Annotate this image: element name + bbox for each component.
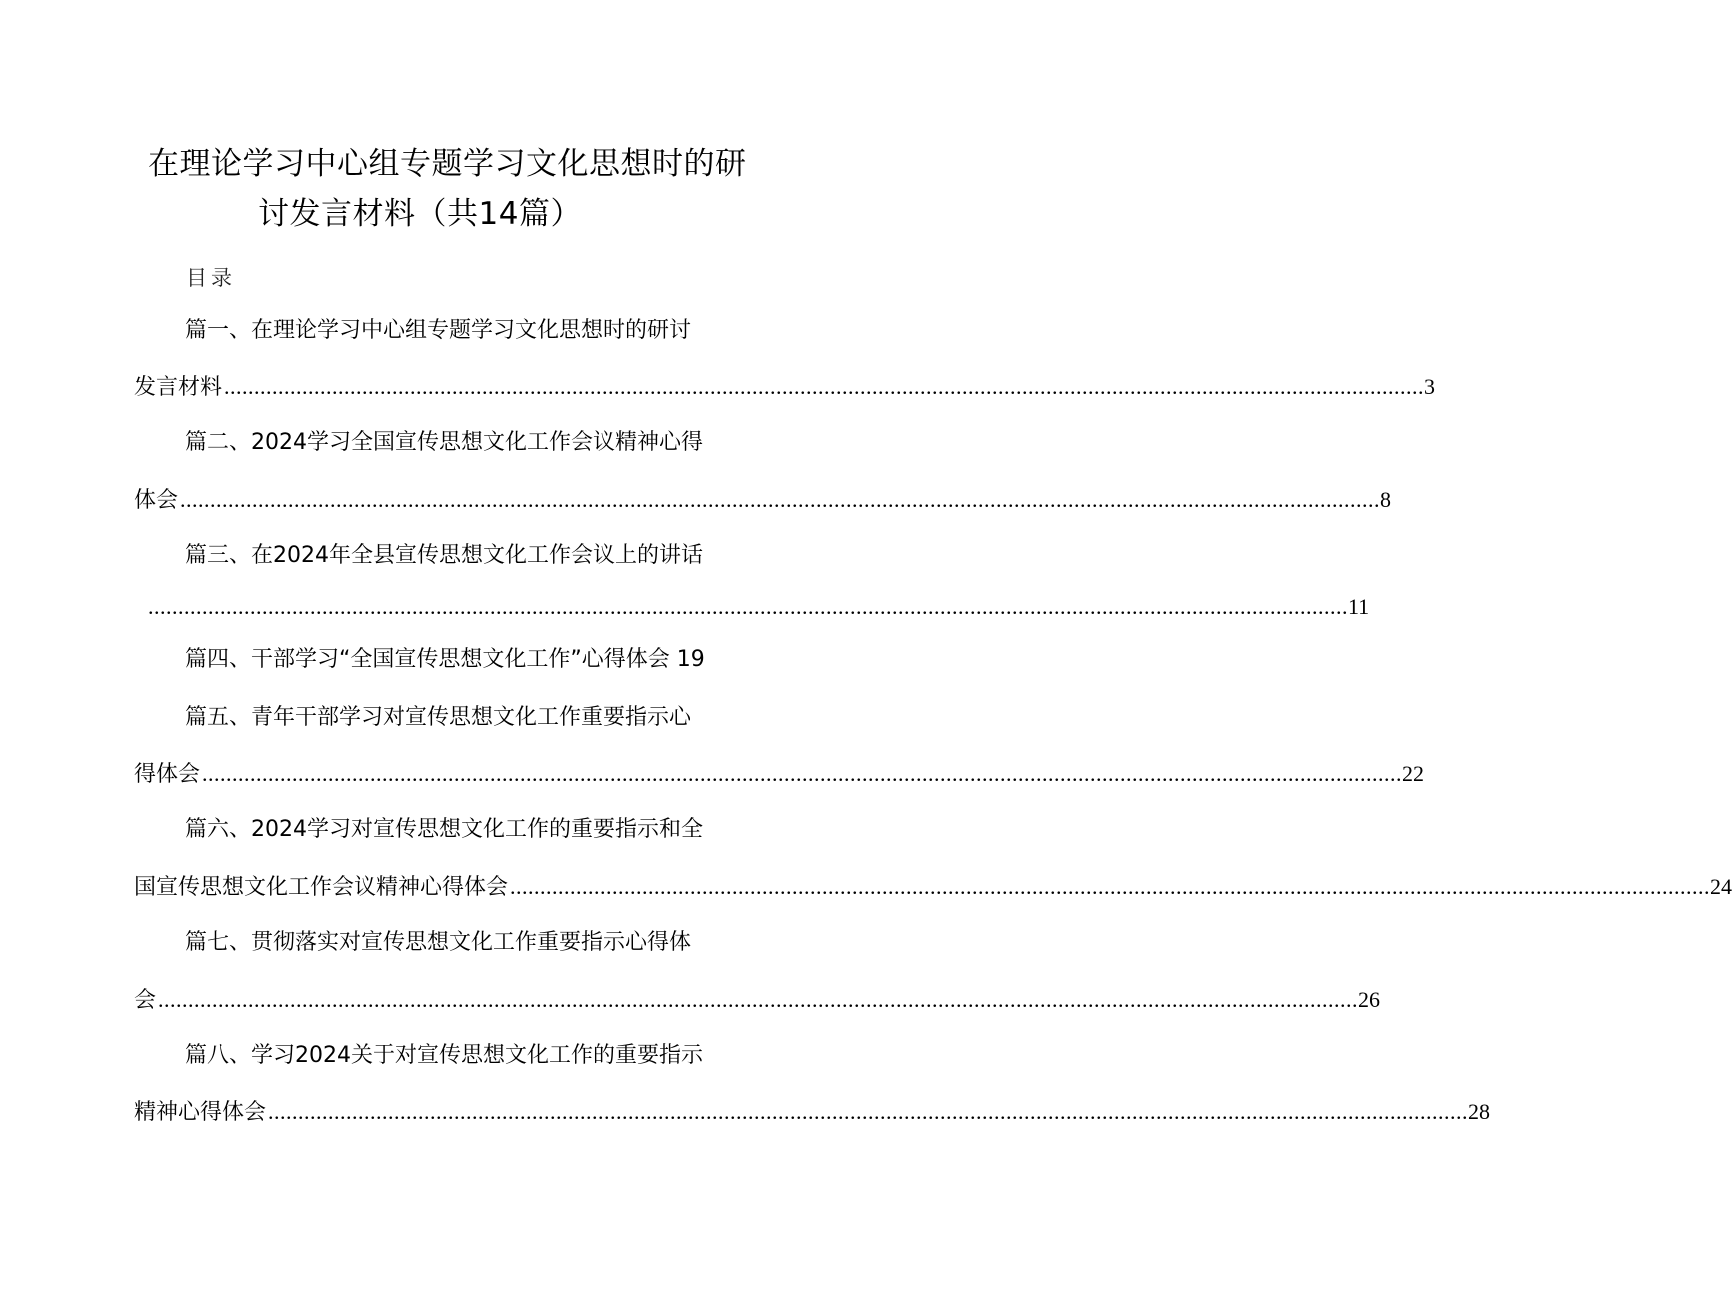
toc-entry-8-line-2[interactable] xyxy=(134,1097,1491,1127)
toc-entry-2-line-1[interactable]: 篇二、2024学习全国宣传思想文化工作会议精神心得 xyxy=(185,430,703,455)
toc-entry-5-line-2[interactable] xyxy=(134,759,1425,789)
toc-entry-2-line-2[interactable] xyxy=(134,485,1392,515)
toc-leader-dots: ........................................................................................................................................................................................................ xyxy=(148,594,1348,619)
toc-entry-1-line-2[interactable] xyxy=(134,372,1436,402)
toc-entry-6-line-2[interactable] xyxy=(134,872,1732,902)
toc-entry-6-page: 24 xyxy=(1710,874,1732,899)
document-title-line-2: 讨发言材料（共14篇） xyxy=(258,196,582,232)
toc-entry-5-page: 22 xyxy=(1402,761,1425,786)
toc-leader-dots: ........................................................................................................................................................................................................ xyxy=(202,761,1403,786)
toc-entry-8-line-1[interactable]: 篇八、学习2024关于对宣传思想文化工作的重要指示 xyxy=(185,1043,703,1068)
toc-entry-3-page: 11 xyxy=(1348,594,1370,619)
toc-leader-dots: ........................................................................................................................................................................................................ xyxy=(180,487,1381,512)
toc-entry-5-text: 得体会 xyxy=(134,762,201,787)
toc-entry-4-line-1[interactable]: 篇四、干部学习“全国宣传思想文化工作”心得体会 19 xyxy=(185,647,705,672)
toc-heading: 目录 xyxy=(186,266,236,290)
toc-entry-2-text: 体会 xyxy=(134,488,179,513)
toc-leader-dots: ........................................................................................................................................................................................................ xyxy=(510,874,1711,899)
toc-entry-3-line-1[interactable]: 篇三、在2024年全县宣传思想文化工作会议上的讲话 xyxy=(185,543,703,568)
toc-entry-8-text: 精神心得体会 xyxy=(134,1100,267,1125)
toc-entry-8-page: 28 xyxy=(1468,1099,1491,1124)
toc-entry-7-line-2[interactable] xyxy=(134,985,1381,1015)
toc-entry-2-page: 8 xyxy=(1380,487,1392,512)
toc-entry-6-text: 国宣传思想文化工作会议精神心得体会 xyxy=(134,875,509,900)
toc-entry-7-line-1[interactable]: 篇七、贯彻落实对宣传思想文化工作重要指示心得体 xyxy=(185,930,692,955)
toc-leader-dots: ........................................................................................................................................................................................................ xyxy=(158,987,1359,1012)
toc-leader-dots: ........................................................................................................................................................................................................ xyxy=(268,1099,1469,1124)
toc-entry-7-page: 26 xyxy=(1358,987,1381,1012)
toc-entry-7-text: 会 xyxy=(134,988,157,1013)
toc-leader-dots: ........................................................................................................................................................................................................ xyxy=(224,374,1425,399)
toc-entry-1-page: 3 xyxy=(1424,374,1436,399)
toc-entry-3-line-2[interactable] xyxy=(146,592,1370,622)
toc-entry-6-line-1[interactable]: 篇六、2024学习对宣传思想文化工作的重要指示和全 xyxy=(185,817,703,842)
toc-entry-1-line-1[interactable]: 篇一、在理论学习中心组专题学习文化思想时的研讨 xyxy=(185,318,692,343)
toc-entry-5-line-1[interactable]: 篇五、青年干部学习对宣传思想文化工作重要指示心 xyxy=(185,705,692,730)
toc-entry-1-text: 发言材料 xyxy=(134,375,223,400)
document-title-line-1: 在理论学习中心组专题学习文化思想时的研 xyxy=(148,146,747,182)
